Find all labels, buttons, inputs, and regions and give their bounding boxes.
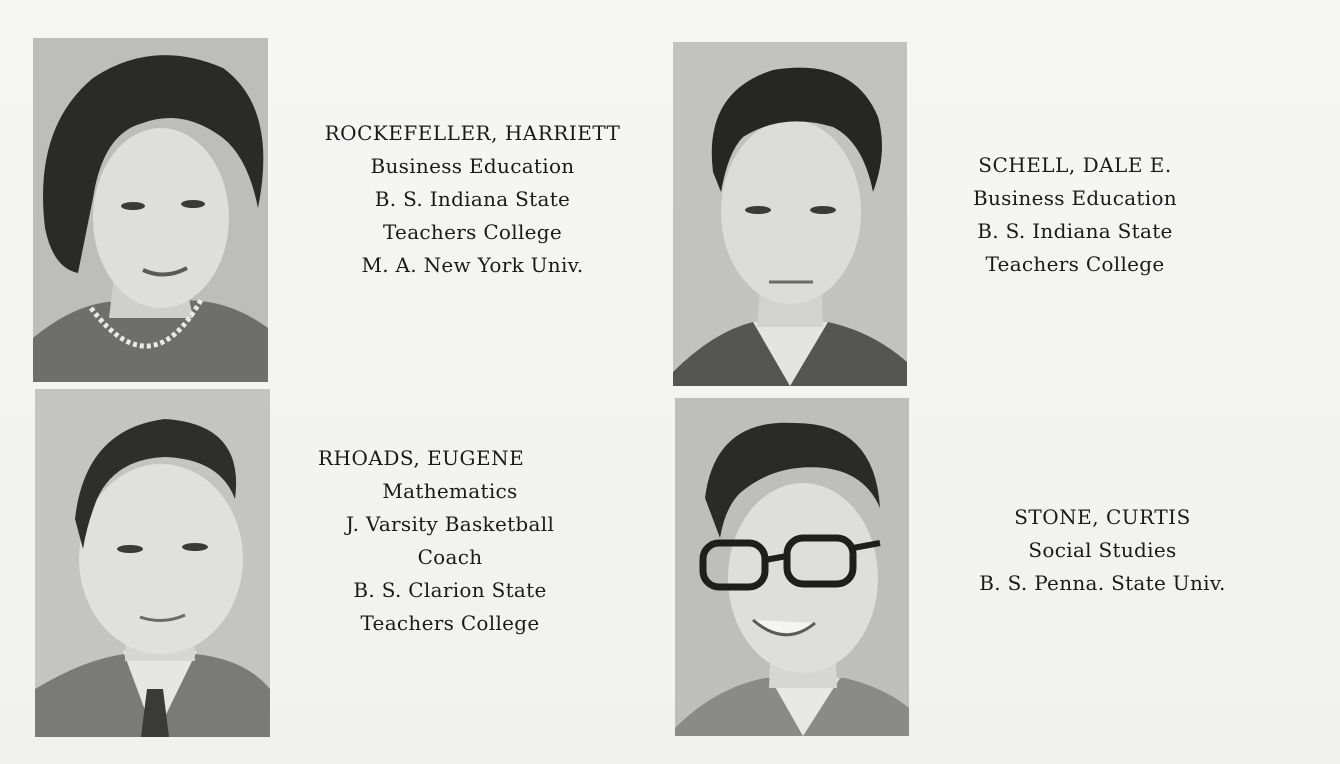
caption-rhoads [300,442,600,640]
faculty-name: RHOADS, EUGENE [318,446,525,470]
faculty-detail: B. S. Penna. State Univ. [979,571,1226,595]
caption-rockefeller [300,117,645,282]
faculty-detail: Business Education [370,154,575,178]
portrait-photo-rhoads [35,389,270,737]
faculty-detail: Mathematics [382,479,518,503]
faculty-detail: Social Studies [1028,538,1177,562]
faculty-detail: B. S. Indiana State [977,219,1173,243]
faculty-detail: Teachers College [360,611,540,635]
faculty-detail: B. S. Indiana State [374,187,571,211]
faculty-name: STONE, CURTIS [1014,505,1191,529]
caption-schell [935,149,1215,281]
faculty-detail: Coach [417,545,483,569]
faculty-detail: M. A. New York Univ. [361,253,584,277]
faculty-detail: Teachers College [985,252,1165,276]
faculty-detail: B. S. Clarion State [353,578,547,602]
portrait-photo-stone [675,398,909,736]
caption-stone [950,501,1255,600]
faculty-detail: Teachers College [382,220,563,244]
portrait-photo-schell [673,42,907,386]
faculty-name: SCHELL, DALE E. [978,153,1172,177]
faculty-name: ROCKEFELLER, HARRIETT [324,121,621,145]
faculty-detail: J. Varsity Basketball [345,512,555,536]
portrait-photo-rockefeller [33,38,268,382]
faculty-detail: Business Education [972,186,1177,210]
